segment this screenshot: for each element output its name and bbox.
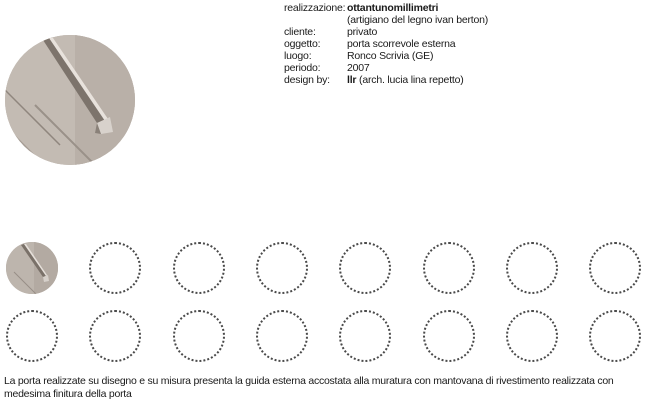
info-value: llr (arch. lucia lina repetto) [347,74,464,86]
thumbnail-11[interactable] [173,310,225,362]
info-value: Ronco Scrivia (GE) [347,50,434,62]
thumbnail-15[interactable] [506,310,558,362]
thumbnail-16[interactable] [589,310,641,362]
info-label: design by: [284,74,330,86]
thumbnail-1[interactable] [6,242,58,294]
thumbnail-3[interactable] [173,242,225,294]
thumbnail-10[interactable] [89,310,141,362]
info-value: ottantunomillimetri [347,2,439,14]
info-value: privato [347,26,378,38]
photo-caption: La porta realizzate su disegno e su misura presenta la guida esterna accostata alla muratura con mantovana di rivestimento realizzata con medesima finitura della porta [4,375,614,400]
thumbnail-5[interactable] [339,242,391,294]
thumbnail-12[interactable] [256,310,308,362]
info-value: (artigiano del legno ivan berton) [347,14,489,26]
thumbnail-9[interactable] [6,310,58,362]
info-value: porta scorrevole esterna [347,38,456,50]
info-label: periodo: [284,62,321,74]
info-value: 2007 [347,62,370,74]
thumbnail-6[interactable] [423,242,475,294]
thumbnail-14[interactable] [423,310,475,362]
thumbnail-13[interactable] [339,310,391,362]
info-label: oggetto: [284,38,321,50]
thumbnail-door-photo [6,242,58,294]
thumbnail-2[interactable] [89,242,141,294]
info-label: cliente: [284,26,316,38]
thumbnail-4[interactable] [256,242,308,294]
thumbnail-8[interactable] [589,242,641,294]
info-label: realizzazione: [284,2,346,14]
thumbnail-7[interactable] [506,242,558,294]
info-label: luogo: [284,50,312,62]
